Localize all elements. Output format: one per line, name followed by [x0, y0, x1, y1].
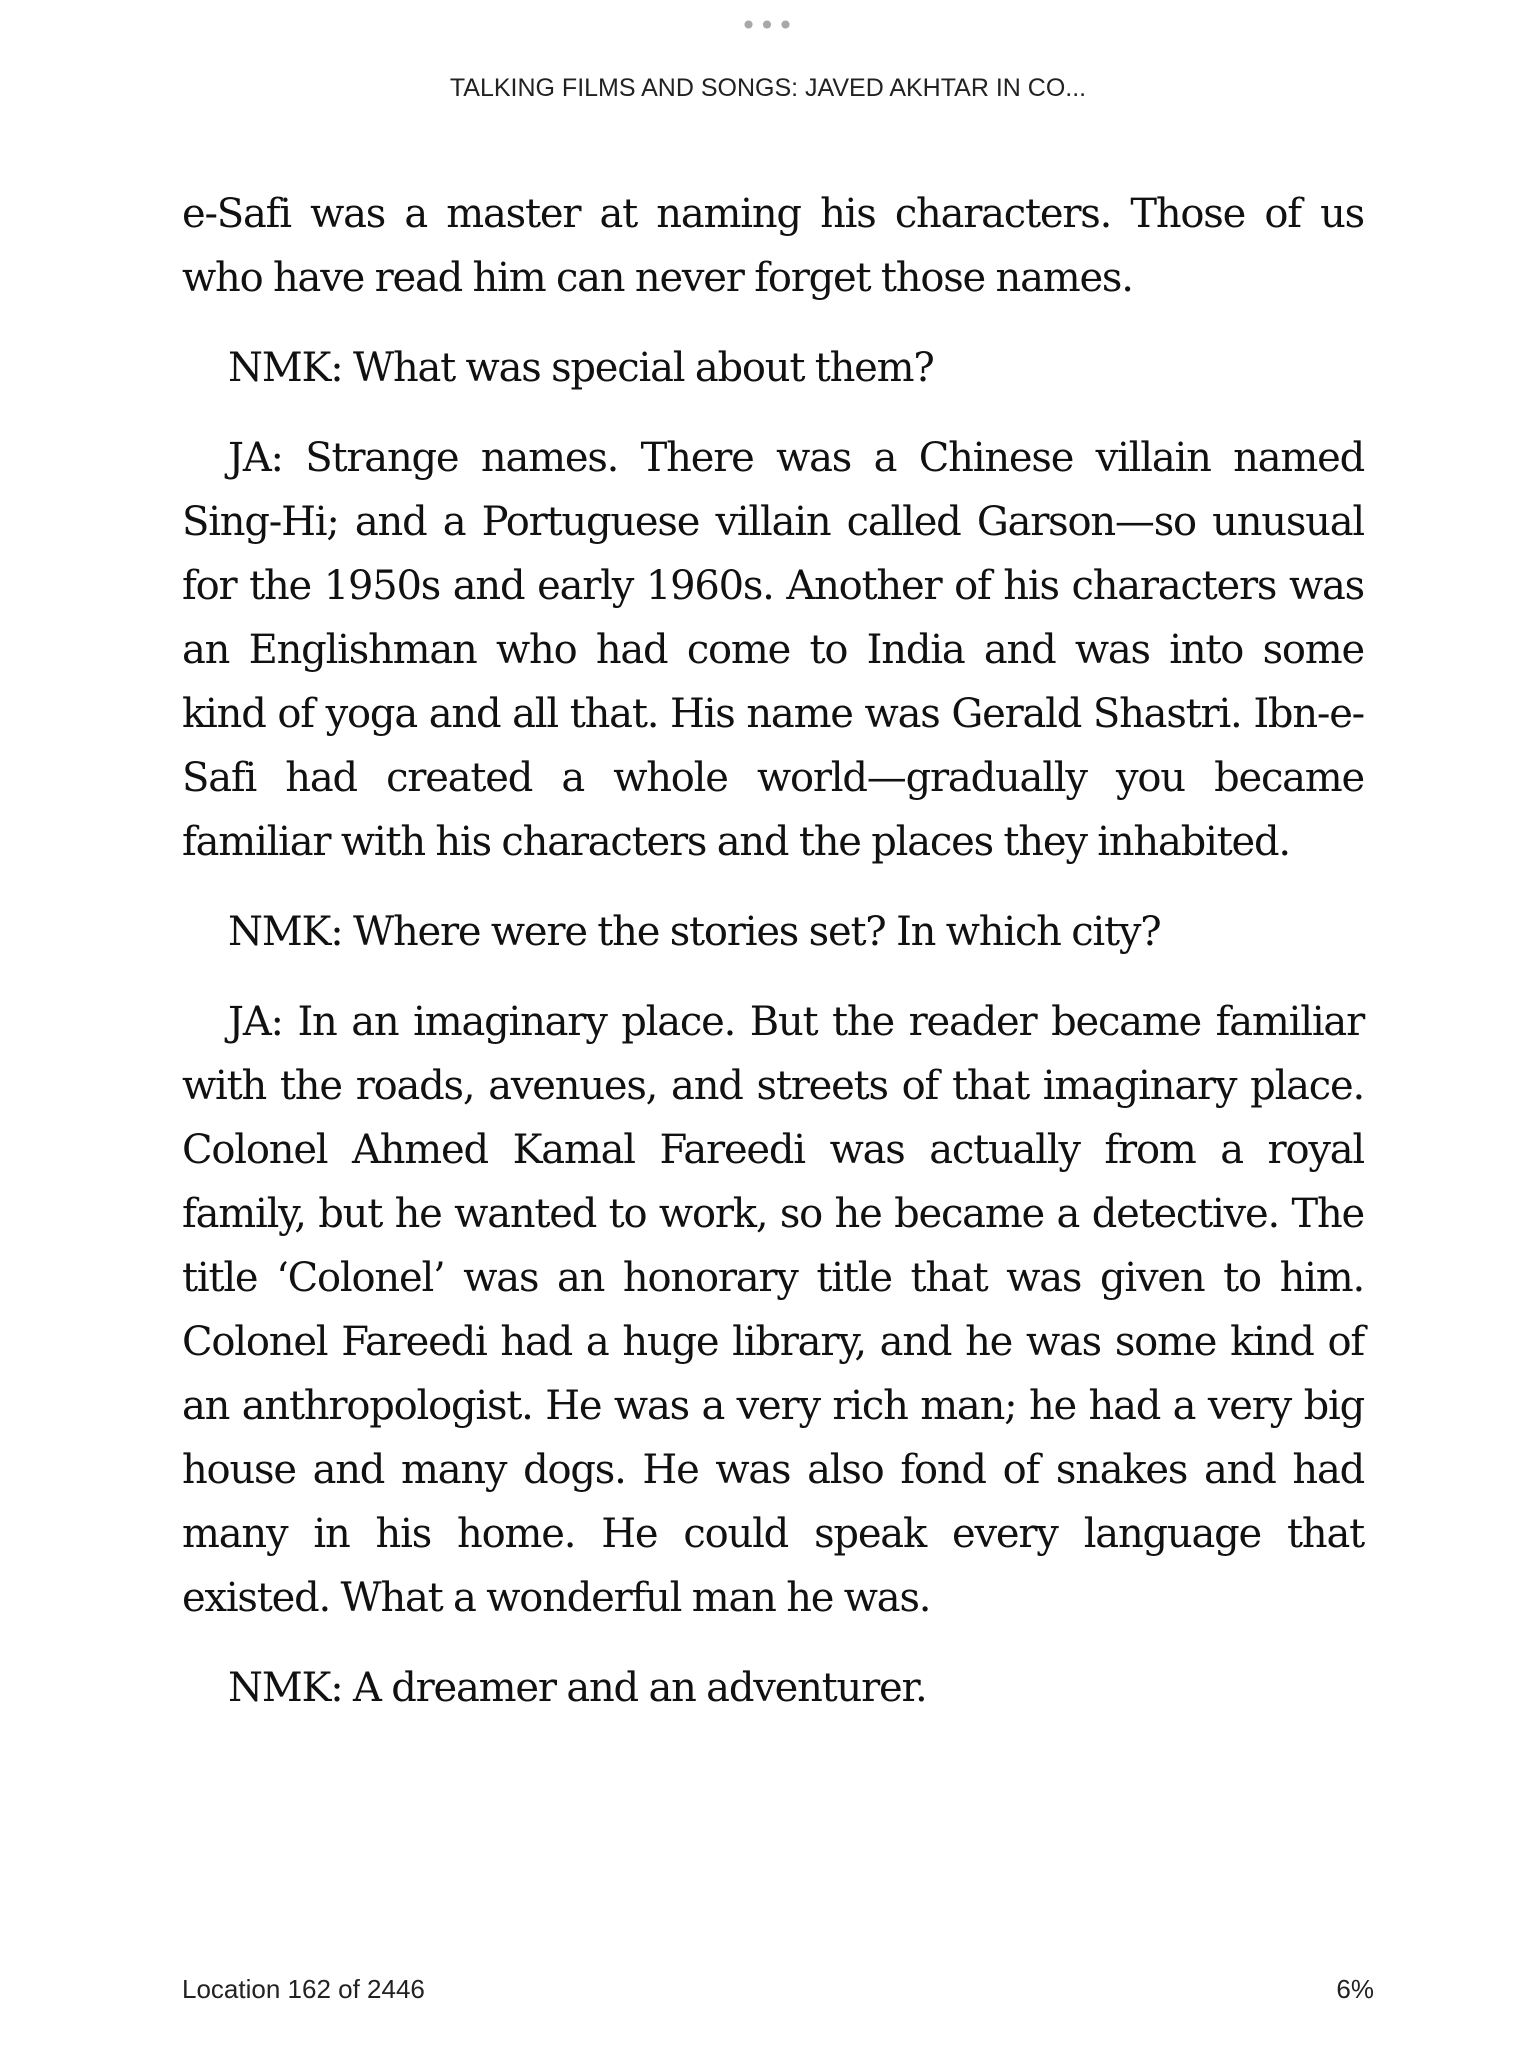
reader-menu-icon[interactable]: ••• — [740, 9, 796, 42]
paragraph: NMK: What was special about them? — [228, 345, 934, 391]
location-indicator[interactable]: Location 162 of 2446 — [182, 1974, 425, 2004]
paragraph: NMK: A dreamer and an adventurer. — [228, 1665, 927, 1711]
progress-percent: 6% — [1336, 1974, 1374, 2004]
book-title: TALKING FILMS AND SONGS: JAVED AKHTAR IN CO... — [449, 74, 1087, 102]
reading-area[interactable] — [182, 182, 1364, 1746]
paragraph: JA: In an imaginary place. But the reader became familiar with the roads, avenues, and streets of that imaginary place. Colonel Ahmed Kamal Fareedi was actually from a royal family, but he wanted to work, so he became a detective. The title ‘Colonel’ was an honorary title that was given to him. Colonel Fareedi had a huge library, and he was some kind of an anthropologist. He was a very rich man; he had a very big house and many dogs. He was also fond of snakes and had many in his home. He could speak every language that existed. What a wonderful man he was. — [182, 999, 1364, 1621]
paragraph: NMK: Where were the stories set? In which city? — [228, 909, 1161, 955]
paragraph: JA: Strange names. There was a Chinese villain named Sing-Hi; and a Portuguese villain called Garson—so unusual for the 1950s and early 1960s. Another of his characters was an Englishman who had come to India and was into some kind of yoga and all that. His name was Gerald Shastri. Ibn-e-Safi had created a whole world—gradually you became familiar with his characters and the places they inhabited. — [182, 435, 1364, 865]
paragraph: e-Safi was a master at naming his characters. Those of us who have read him can never forget those names. — [182, 191, 1364, 301]
